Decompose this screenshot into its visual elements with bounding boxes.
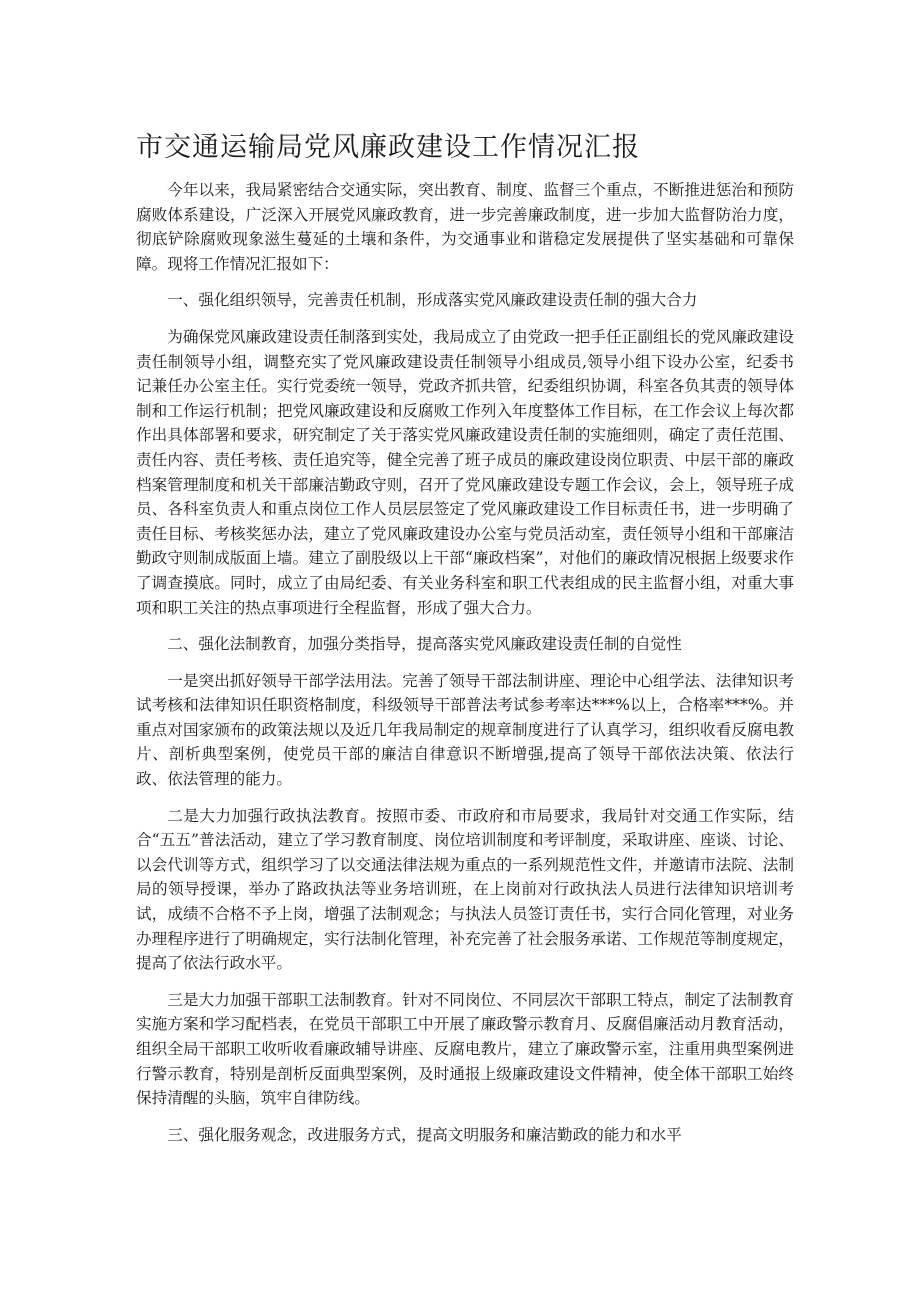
- document-body: [136, 178, 794, 1159]
- section-2-paragraph-1: 一是突出抓好领导干部学法用法。完善了领导干部法制讲座、理论中心组学法、法律知识考试考核和法律知识任职资格制度，科级领导干部普法考试参考率达***%以上，合格率***%。并重点对国家颁布的政策法规以及近几年我局制定的规章制度进行了认真学习，组织收看反腐电教片、剖析典型案例，使党员干部的廉洁自律意识不断增强,提高了领导干部依法决策、依法行政、依法管理的能力。: [136, 671, 794, 789]
- section-2-paragraph-3: 三是大力加强干部职工法制教育。针对不同岗位、不同层次干部职工特点，制定了法制教育实施方案和学习配档表，在党员干部职工中开展了廉政警示教育月、反腐倡廉活动月教育活动，组织全局干部职工收听收看廉政辅导讲座、反腐电教片，建立了廉政警示室，注重用典型案例进行警示教育，特别是剖析反面典型案例，及时通报上级廉政建设文件精神，使全体干部职工始终保持清醒的头脑，筑牢自律防线。: [136, 990, 794, 1108]
- section-3-heading: 三、强化服务观念，改进服务方式，提高文明服务和廉洁勤政的能力和水平: [167, 1125, 682, 1144]
- section-2-heading: 二、强化法制教育，加强分类指导，提高落实党风廉政建设责任制的自觉性: [167, 635, 682, 654]
- section-1-heading: 一、强化组织领导，完善责任机制，形成落实党风廉政建设责任制的强大合力: [167, 291, 698, 310]
- document-title: 市交通运输局党风廉政建设工作情况汇报: [136, 132, 640, 163]
- section-1-paragraph-1: 为确保党风廉政建设责任制落到实处，我局成立了由党政一把手任正副组长的党风廉政建设责任制领导小组，调整充实了党风廉政建设责任制领导小组成员,领导小组下设办公室，纪委书记兼任办公室主任。实行党委统一领导，党政齐抓共管，纪委组织协调，科室各负其责的领导体制和工作运行机制；把党风廉政建设和反腐败工作列入年度整体工作目标，在工作会议上每次都作出具体部署和要求，研究制定了关于落实党风廉政建设责任制的实施细则，确定了责任范围、责任内容、责任考核、责任追究等，健全完善了班子成员的廉政建设岗位职责、中层干部的廉政档案管理制度和机关干部廉洁勤政守则，召开了党风廉政建设专题工作会议，会上，领导班子成员、各科室负责人和重点岗位工作人员层层签定了党风廉政建设工作目标责任书，进一步明确了责任目标、考核奖惩办法，建立了党风廉政建设办公室与党员活动室，责任领导小组和干部廉洁勤政守则制成版面上墙。建立了副股级以上干部“廉政档案”，对他们的廉政情况根据上级要求作了调查摸底。同时，成立了由局纪委、有关业务科室和职工代表组成的民主监督小组，对重大事项和职工关注的热点事项进行全程监督，形成了强大合力。: [136, 327, 794, 617]
- intro-paragraph: 今年以来，我局紧密结合交通实际，突出教育、制度、监督三个重点，不断推进惩治和预防腐败体系建设，广泛深入开展党风廉政教育，进一步完善廉政制度，进一步加大监督防治力度，彻底铲除腐败现象滋生蔓延的土壤和条件，为交通事业和谐稳定发展提供了坚实基础和可靠保障。现将工作情况汇报如下：: [136, 181, 794, 273]
- section-2-paragraph-2: 二是大力加强行政执法教育。按照市委、市政府和市局要求，我局针对交通工作实际，结合“五五”普法活动，建立了学习教育制度、岗位培训制度和考评制度，采取讲座、座谈、讨论、以会代训等方式，组织学习了以交通法律法规为重点的一系列规范性文件，并邀请市法院、法制局的领导授课，举办了路政执法等业务培训班，在上岗前对行政执法人员进行法律知识培训考试，成绩不合格不予上岗，增强了法制观念；与执法人员签订责任书，实行合同化管理，对业务办理程序进行了明确规定，实行法制化管理，补充完善了社会服务承诺、工作规范等制度规定，提高了依法行政水平。: [136, 806, 794, 973]
